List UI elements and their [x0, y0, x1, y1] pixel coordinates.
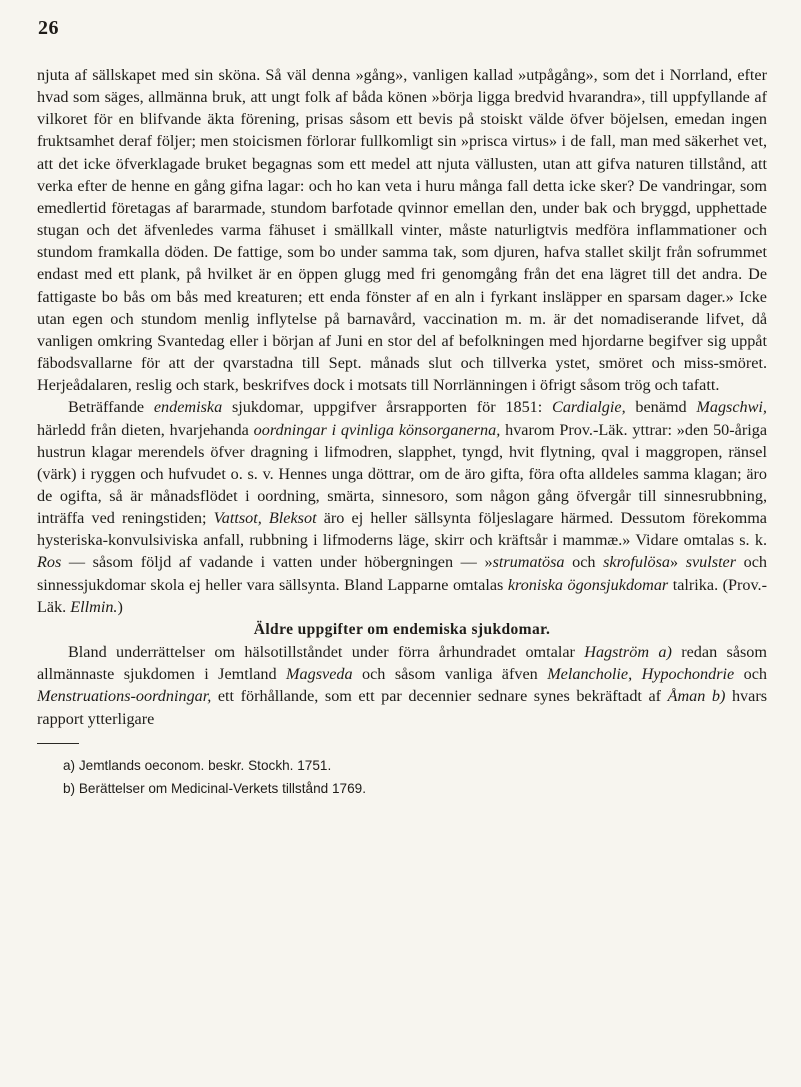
text-run: ) — [117, 597, 123, 616]
text-run: härledd från dieten, hvarjehanda — [37, 420, 254, 439]
italic-term: oordningar i qvinliga könsorganerna, — [253, 420, 501, 439]
text-run: — såsom följd af vadande i vatten under höbergningen — » — [61, 553, 493, 572]
italic-term: strumatösa — [492, 553, 565, 572]
page-body — [37, 64, 767, 800]
italic-term: Vattsot, Bleksot — [213, 509, 317, 528]
text-run: » — [669, 553, 686, 572]
text-run: och — [564, 553, 604, 572]
italic-term: Magschwi, — [696, 398, 767, 417]
text-run: benämd — [625, 398, 697, 417]
footnote-b: b) Berättelser om Medicinal-Verkets tillstånd 1769. — [63, 780, 366, 796]
text-run: Bland underrättelser om hälsotillståndet under förra århundradet omtalar — [68, 643, 585, 662]
italic-term: svulster — [685, 553, 737, 572]
italic-term: kroniska ögonsjukdomar — [507, 575, 669, 594]
text-run: och sinnessjukdomar skola ej heller vara sällsynta. Bland Lapparne omtalas — [37, 553, 768, 594]
italic-term: Ellmin. — [70, 597, 118, 616]
text-run: ett förhållande, som ett par decennier sednare synes bekräftadt af — [211, 687, 668, 706]
italic-term: Melancholie, Hypochondrie — [547, 665, 735, 684]
italic-term: Åman b) — [667, 687, 726, 706]
italic-term: Cardialgie, — [552, 398, 626, 417]
italic-term: Ros — [37, 553, 62, 572]
text-run: talrika. (Prov.-Läk. — [37, 575, 767, 616]
paragraph-1: njuta af sällskapet med sin sköna. Så väl denna »gång», vanligen kallad »utpågång», som det i Norrland, efter hvad som säges, allmänna bruk, att ungt folk af båda könen »börja ligga bredvid hvarandra», till uppfyllande af vilkoret för en blifvande äkta förening, prisas såsom ett bevis på stoiskt välde öfver böjelsen, emedan ingen fruktsamhet deraf följer; men stoicismen förlorar fullkomligt sin »prisca virtus» i de fall, man med säkerhet vet, att det icke öfverklagade bruket begagnas som ett medel att njuta vällusten, utan att gifva naturen tillstånd, att verka efter de henne en gång gifna lagar: och ho kan veta i huru många fall detta icke sker? De vandringar, som emedlertid företagas af bararmade, stundom barfotade qvinnor emellan den, under bak och bryggd, upphettade stugan och det äfvenledes varma fähuset i smällkall vinter, måste naturligtvis medföra inflammationer och stundom framkalla döden. De fattige, som bo under samma tak, som djuren, hafva stallet skiljt från sofrummet endast med ett plank, på hvilket är en öppen glugg med fri genomgång från det ena lägret till det andra. De fattigaste bo bås om bås med kreaturen; ett enda fönster af en aln i fyrkant insläpper en sparsam dager.» Icke utan egen och stundom menlig inflytelse på barnavård, vaccination m. m. är det nomadiserande lifvet, då vanligen omkring Svantedag eller i början af Juni en stor del af befolkningen med hjordarne begifver sig uppåt fäbodsvallarne för att der qvarstadna till Sept. månads slut och tillverka ystet, smöret och miss-smöret. Herjeådalaren, reslig och stark, beskrifves dock i motsats till Norrlänningen i öfrigt såsom trög och tafatt. — [37, 66, 767, 395]
text-run: hvars rapport ytterligare — [37, 687, 768, 728]
footnote-divider — [37, 743, 79, 744]
paragraph-3 — [37, 641, 767, 730]
italic-term: Magsveda — [286, 665, 353, 684]
italic-term: Hagström a) — [584, 643, 672, 662]
italic-term: Menstruations-oordningar, — [37, 687, 212, 706]
text-run: Beträffande — [68, 398, 154, 417]
italic-term: endemiska — [153, 398, 223, 417]
text-run: och — [734, 665, 768, 684]
text-run: redan såsom allmännaste sjukdomen i Jemtland — [37, 643, 767, 684]
page-number: 26 — [38, 17, 59, 39]
paragraph-2 — [37, 396, 767, 618]
section-heading: Äldre uppgifter om endemiska sjukdomar. — [253, 620, 551, 638]
italic-term: skrofulösa — [603, 553, 670, 572]
text-run: och såsom vanliga äfven — [352, 665, 548, 684]
text-run: sjukdomar, uppgifver årsrapporten för 1851: — [222, 398, 553, 417]
footnote-a: a) Jemtlands oeconom. beskr. Stockh. 1751. — [63, 757, 332, 773]
text-run: äro ej heller sällsynta följeslagare härmed. Dessutom förekomma hysteriska-konvulsiviska anfall, rubbning i lifmoderns läge, skirr och kräftsår i mammæ.» Vidare omtalas s. k. — [37, 509, 767, 550]
text-run: hvarom Prov.-Läk. yttrar: »den 50-åriga hustrun klagar merendels öfver dragning i lifmodren, slapphet, tyngd, hvit flytning, qval i maggropen, ränsel (värk) i ryggen och hufvudet o. s. v. Hennes unga döttrar, om de äro gifta, föra ofta alldeles samma klagan; äro de ogifta, så är månadsflödet i oordning, smärta, sinnesoro, som någon gång öfvergår till sinnesrubbning, inträffa ved reningstiden; — [37, 420, 768, 528]
